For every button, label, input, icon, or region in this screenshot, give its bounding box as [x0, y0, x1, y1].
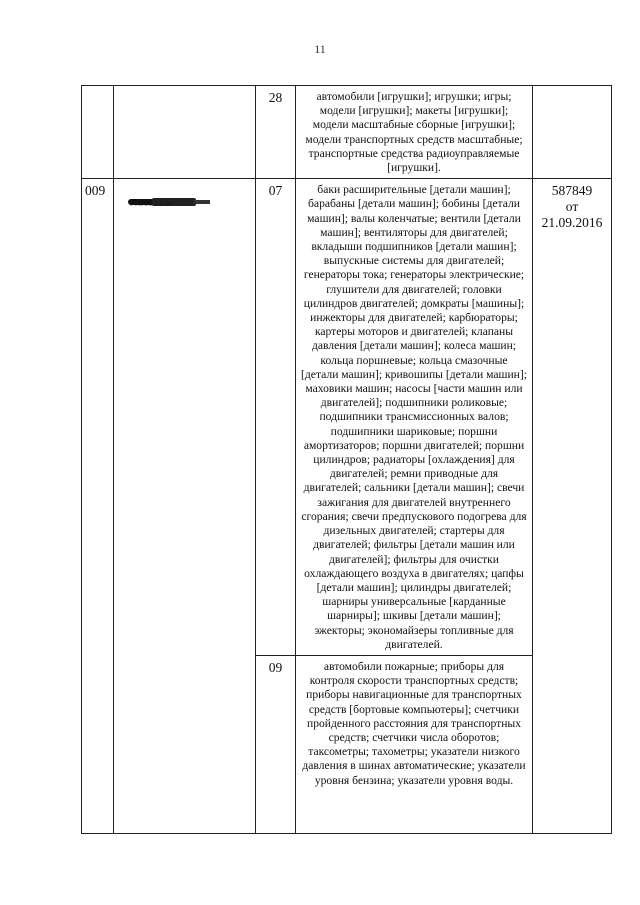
goods-description-cell: баки расширительные [детали машин]; барабаны [детали машин]; бобины [детали машин]; валы коленчатые; вентили [детали машин]; вентиляторы для двигателей; вкладыши подшипников [детали машин]; выпускные системы для двигателей; генераторы тока; генераторы электрические; глушители для двигателей; головки цилиндров двигателей; домкраты [машины]; инжекторы для двигателей; карбюраторы; картеры моторов и двигателей; клапаны давления [детали машин]; колеса машин; кольца поршневые; кольца смазочные [детали машин]; кривошипы [детали машин]; маховики машин; насосы [части машин или двигателей]; подшипники роликовые; подшипники трансмиссионных валов; подшипники шариковые; поршни амортизаторов; поршни двигателей; поршни цилиндров; радиаторы [охлаждения] для двигателей; ремни приводные для двигателей; сальники [детали машин]; свечи зажигания для двигателей внутреннего сгорания; свечи предпускового подогрева для дизельных двигателей; стартеры для двигателей; фильтры [детали машин или двигателей]; фильтры для очистки охлаждающего воздуха в двигателях; цапфы [детали машин]; цилиндры двигателей; шарниры универсальные [карданные шарниры]; шкивы [детали машин]; эжекторы; экономайзеры топливные для двигателей. — [296, 179, 533, 656]
registration-from: от — [565, 199, 579, 215]
trademark-image-cell — [114, 179, 256, 834]
registration-date: 21.09.2016 — [541, 215, 603, 231]
trademark-logo-icon — [128, 195, 228, 209]
class-code-cell: 07 — [256, 179, 296, 656]
mark-cell — [114, 86, 256, 179]
class-code-cell: 28 — [256, 86, 296, 179]
trademark-logo-text: Autostar — [130, 199, 175, 210]
class-code-cell: 09 — [256, 655, 296, 833]
row-number-cell — [82, 86, 114, 179]
goods-description-cell: автомобили [игрушки]; игрушки; игры; модели [игрушки]; макеты [игрушки]; модели масштабные сборные [игрушки]; модели транспортных средств масштабные; транспортные средства радиоуправляемые [игрушки]. — [296, 86, 533, 179]
registration-table — [81, 85, 612, 834]
row-number-cell: 009 — [82, 179, 114, 834]
registration-number: 587849 — [551, 183, 593, 199]
table-row — [82, 86, 612, 179]
table-row — [82, 179, 612, 656]
goods-description-cell: автомобили пожарные; приборы для контроля скорости транспортных средств; приборы навигационные для транспортных средств [бортовые компьютеры]; счетчики пройденного расстояния для транспортных средств; счетчики числа оборотов; таксометры; тахометры; указатели низкого давления в шинах автоматические; указатели уровня бензина; указатели уровня воды. — [296, 655, 533, 833]
page-number: 11 — [314, 42, 326, 56]
registration-info-cell — [533, 86, 612, 179]
registration-info-cell — [533, 179, 612, 834]
